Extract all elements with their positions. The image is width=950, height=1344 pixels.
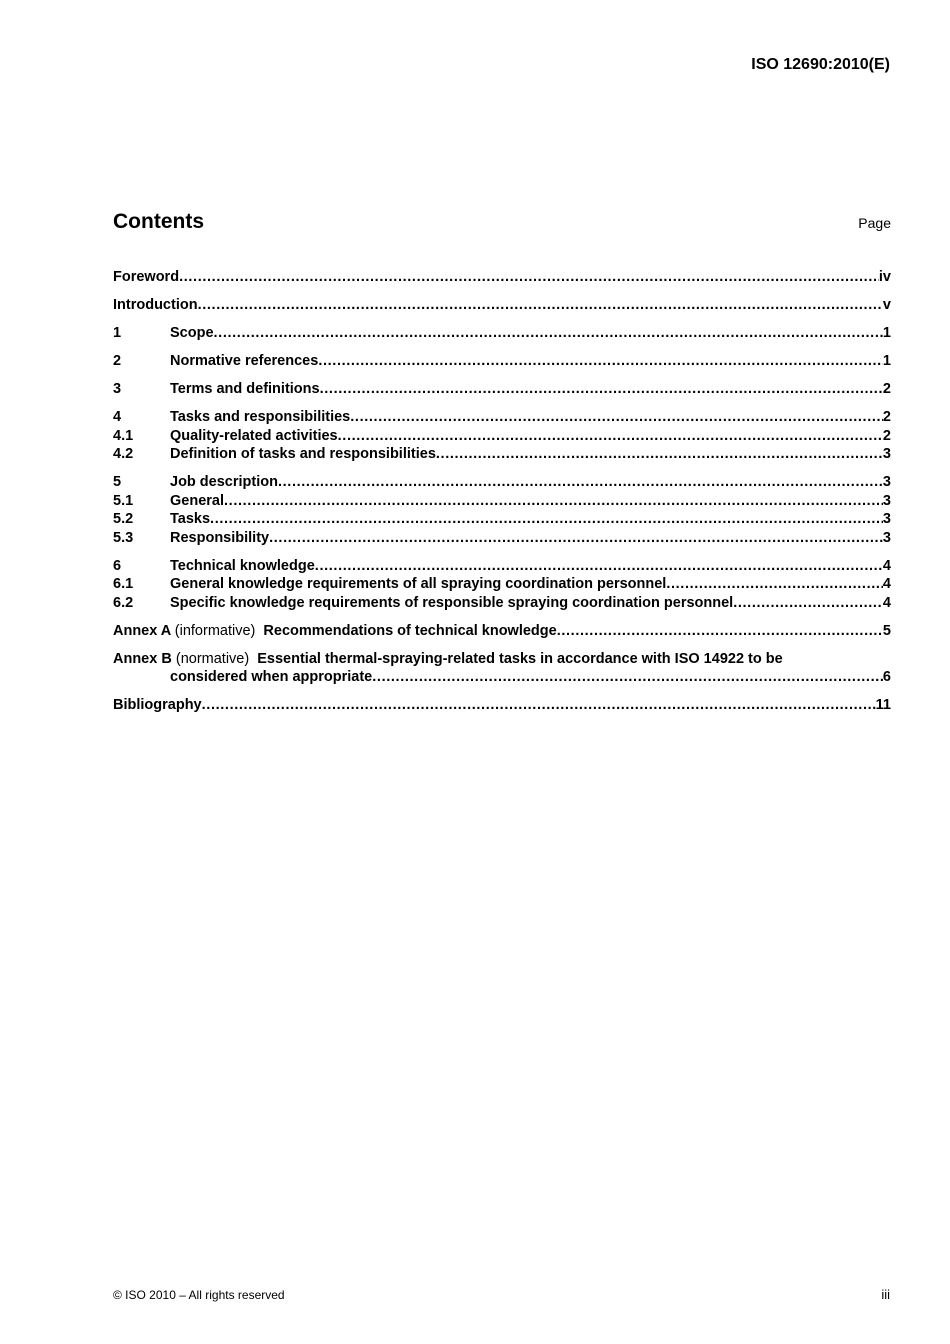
annex-title-line2: considered when appropriate [170, 669, 373, 685]
toc-title: Foreword [113, 269, 180, 285]
toc-title: Scope [170, 325, 214, 341]
toc-number: 5 [113, 474, 122, 490]
toc-page: 3 [882, 529, 891, 546]
dot-leader [315, 557, 883, 576]
toc-title: General [170, 492, 224, 509]
dot-leader [224, 492, 883, 511]
dot-leader [198, 296, 883, 315]
toc-entry-responsibility[interactable] [113, 529, 891, 548]
toc-entry-general[interactable] [113, 492, 891, 511]
dot-leader [372, 668, 883, 687]
toc-entry-tasks-responsibilities[interactable] [113, 408, 891, 427]
dot-leader [269, 529, 883, 548]
toc-number: 6.2 [113, 594, 134, 611]
toc-entry-general-knowledge[interactable] [113, 575, 891, 594]
dot-leader [436, 445, 883, 464]
toc-entry-bibliography[interactable] [113, 696, 891, 715]
dot-leader [202, 696, 876, 715]
toc-page: 2 [882, 381, 891, 397]
toc-title: Technical knowledge [170, 557, 315, 574]
toc-number: 2 [113, 353, 122, 369]
contents-title: Contents [113, 210, 204, 233]
annex-type: (informative) [174, 622, 256, 639]
toc-entry-annex-a[interactable] [113, 622, 891, 641]
toc-entry-foreword[interactable] [113, 268, 891, 287]
toc-title: Responsibility [170, 529, 270, 546]
toc-page: v [882, 297, 891, 313]
toc-title: Definition of tasks and responsibilities [170, 446, 436, 462]
toc-entry-technical-knowledge[interactable] [113, 557, 891, 576]
dot-leader [666, 575, 883, 594]
toc-title [113, 622, 557, 641]
toc-number: 5.2 [113, 511, 134, 527]
annex-label: Annex A [113, 622, 171, 639]
toc-page: 11 [875, 697, 891, 713]
contents-heading [113, 210, 891, 234]
table-of-contents [113, 268, 891, 715]
toc-number: 5.1 [113, 492, 134, 509]
annex-title-line1: Essential thermal-spraying-related tasks in accordance with ISO 14922 to be [257, 650, 783, 667]
toc-number: 1 [113, 325, 122, 341]
toc-title: Quality-related activities [170, 427, 338, 444]
toc-title: Introduction [113, 297, 198, 313]
toc-page: 4 [882, 576, 891, 592]
toc-entry-terms-definitions[interactable] [113, 380, 891, 399]
toc-entry-specific-knowledge[interactable] [113, 594, 891, 613]
toc-page: 3 [882, 474, 891, 490]
toc-number: 6 [113, 557, 122, 574]
toc-title: Normative references [170, 353, 319, 369]
toc-entry-scope[interactable] [113, 324, 891, 343]
toc-number: 5.3 [113, 529, 134, 546]
dot-leader [214, 324, 883, 343]
annex-type: (normative) [175, 650, 250, 667]
toc-entry-introduction[interactable] [113, 296, 891, 315]
toc-page: 1 [882, 325, 891, 341]
toc-page: 6 [882, 669, 891, 685]
dot-leader [320, 380, 883, 399]
annex-title: Recommendations of technical knowledge [263, 622, 557, 639]
toc-entry-annex-b[interactable] [113, 650, 891, 687]
toc-entry-job-description[interactable] [113, 473, 891, 492]
toc-entry-definition-tasks[interactable] [113, 445, 891, 464]
toc-entry-quality-activities[interactable] [113, 427, 891, 446]
toc-page: 3 [882, 511, 891, 527]
dot-leader [557, 622, 883, 641]
toc-entry-tasks[interactable] [113, 510, 891, 529]
toc-title: Tasks and responsibilities [170, 409, 351, 425]
toc-page: 4 [882, 557, 891, 574]
toc-number: 4 [113, 409, 122, 425]
toc-page: 3 [882, 492, 891, 509]
dot-leader [278, 473, 883, 492]
toc-page: 2 [882, 409, 891, 425]
toc-page: 1 [882, 353, 891, 369]
toc-page: 4 [882, 594, 891, 611]
toc-page: 2 [882, 427, 891, 444]
toc-title: Terms and definitions [170, 381, 320, 397]
copyright-notice: © ISO 2010 – All rights reserved [113, 1288, 285, 1302]
toc-title [113, 650, 891, 669]
toc-title: General knowledge requirements of all spraying coordination personnel [170, 576, 667, 592]
toc-title: Tasks [170, 511, 211, 527]
toc-page: 5 [882, 622, 891, 639]
toc-page: iv [878, 269, 891, 285]
toc-title: Bibliography [113, 697, 202, 713]
toc-number: 4.1 [113, 427, 134, 444]
toc-number: 4.2 [113, 446, 134, 462]
toc-number: 6.1 [113, 576, 134, 592]
dot-leader [318, 352, 883, 371]
dot-leader [350, 408, 883, 427]
annex-label: Annex B [113, 650, 172, 667]
dot-leader [210, 510, 883, 529]
page-column-label: Page [858, 215, 891, 231]
dot-leader [733, 594, 883, 613]
toc-title: Specific knowledge requirements of responsible spraying coordination personnel [170, 594, 734, 611]
toc-number: 3 [113, 381, 122, 397]
page-number: iii [881, 1287, 890, 1302]
toc-page: 3 [882, 446, 891, 462]
dot-leader [338, 427, 883, 446]
document-id: ISO 12690:2010(E) [751, 56, 890, 73]
toc-title: Job description [170, 474, 278, 490]
dot-leader [179, 268, 879, 287]
toc-entry-normative-references[interactable] [113, 352, 891, 371]
